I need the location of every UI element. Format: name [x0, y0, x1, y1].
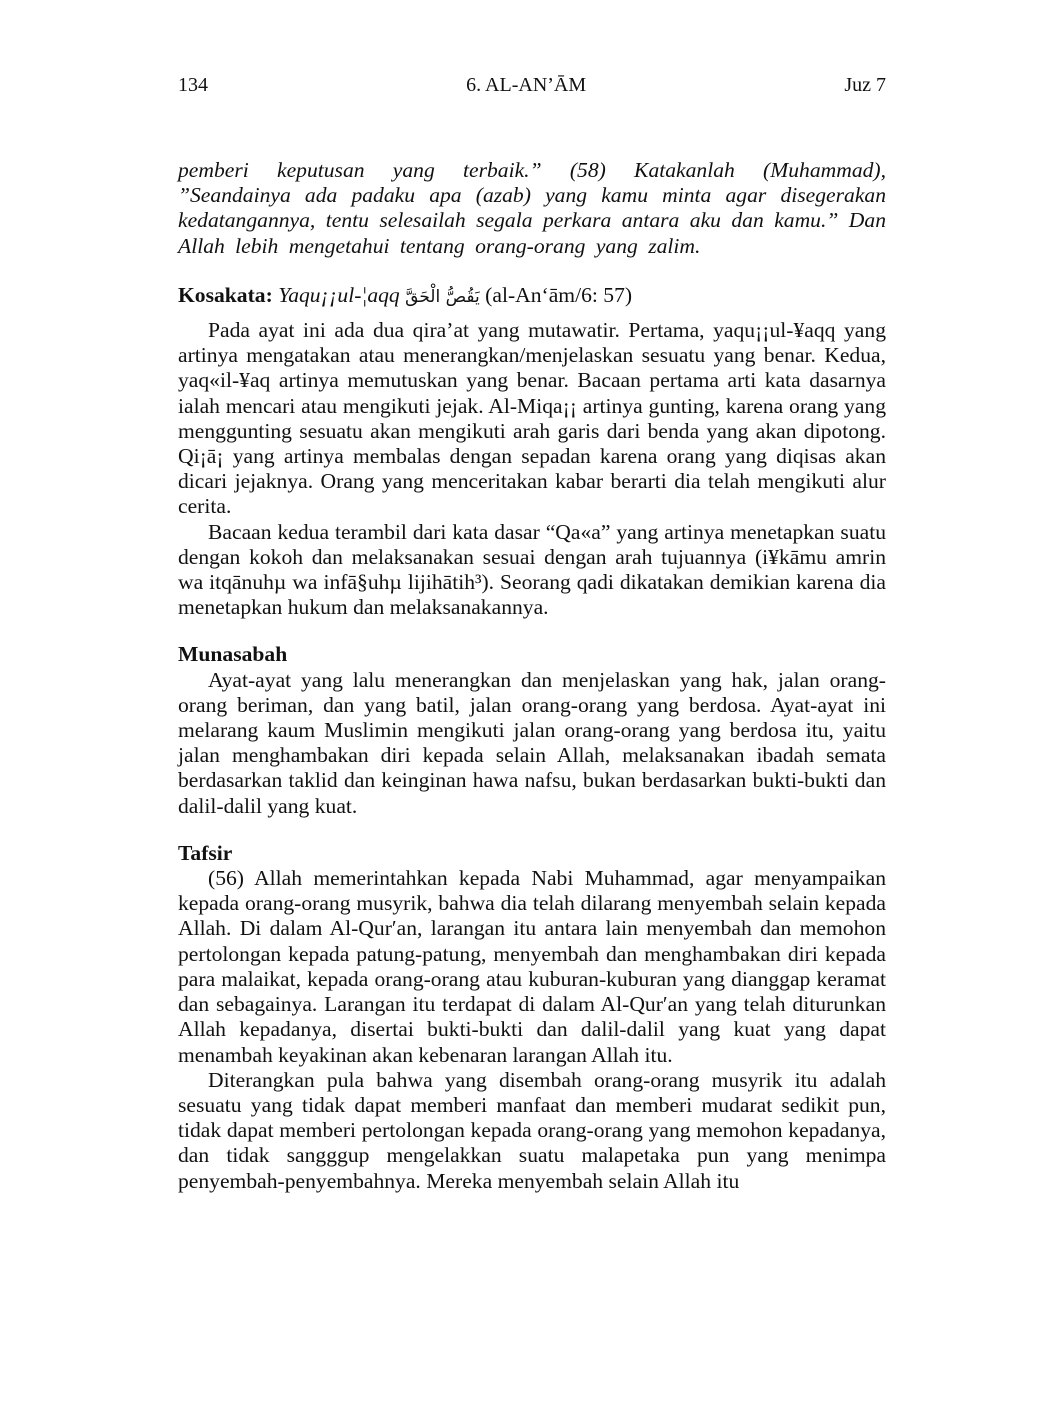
page-number: 134 — [178, 74, 208, 96]
running-header — [178, 74, 886, 97]
kosakata-arabic: يَقُصُّ الْحَقَّ — [405, 286, 480, 307]
paragraph: Diterangkan pula bahwa yang disembah orang-orang musyrik itu adalah sesuatu yang tidak dapat memberi manfaat dan memberi mudarat sedikit pun, tidak dapat memberi pertolongan kepada orang-orang yang memohon kepadanya, dan tidak sangggup mengelakkan suatu malapetaka pun yang menimpa penyembah-penyembahnya. Mereka menyembah selain Allah itu — [178, 1067, 886, 1193]
chapter-title: 6. AL-AN’ĀM — [466, 74, 587, 96]
section-heading-munasabah: Munasabah — [178, 642, 288, 667]
kosakata-term: Yaqu¡¡ul-¦aqq — [278, 282, 400, 307]
paragraph: (56) Allah memerintahkan kepada Nabi Muhammad, agar menyampaikan kepada orang-orang musyrik, bahwa dia telah dilarang menyembah selain kepada Allah. Di dalam Al-Qur′an, larangan itu antara lain menyembah dan memohon pertolongan kepada patung-patung, menyembah dan menghambakan diri kepada para malaikat, kepada orang-orang atau kuburan-kuburan yang dianggap keramat dan sebagainya. Larangan itu terdapat di dalam Al-Qur′an yang telah diturunkan Allah kepadanya, disertai bukti-bukti dan dalil-dalil yang kuat yang dapat menambah keyakinan akan kebenaran larangan Allah itu. — [178, 866, 886, 1067]
kosakata-line — [178, 283, 886, 310]
page-body — [178, 158, 886, 1194]
paragraph: Ayat-ayat yang lalu menerangkan dan menjelaskan yang hak, jalan orang-orang beriman, dan yang batil, jalan orang-orang yang berdosa. Ayat-ayat ini melarang kaum Muslimin mengikuti jalan orang-orang yang berdosa itu, yaitu jalan menghambakan diri kepada selain Allah, melaksanakan ibadah semata berdasarkan taklid dan keinginan hawa nafsu, bukan berdasarkan bukti-bukti dan dalil-dalil yang kuat. — [178, 667, 886, 818]
section-heading-tafsir: Tafsir — [178, 840, 233, 865]
kosakata-ref: (al-An‘ām/6: 57) — [485, 282, 633, 307]
juz-label: Juz 7 — [844, 74, 886, 96]
paragraph: Bacaan kedua terambil dari kata dasar “Qa«a” yang artinya menetapkan suatu dengan kokoh dan melaksanakan sesuai dengan arah tujuannya (i¥kāmu amrin wa itqānuhµ wa infā§uhµ lijihātih³). Seorang qadi dikatakan demikian karena dia menetapkan hukum dan melaksanakannya. — [178, 519, 886, 620]
translation-text: pemberi keputusan yang terbaik.” (58) Katakanlah (Muhammad), ”Seandainya ada padaku apa (azab) yang kamu minta agar disegerakan kedatangannya, tentu selesailah segala perkara antara aku dan kamu.” Dan Allah lebih mengetahui tentang orang-orang yang zalim. — [178, 158, 886, 258]
paragraph: Pada ayat ini ada dua qira’at yang mutawatir. Pertama, yaqu¡¡ul-¥aqq yang artinya mengatakan atau menerangkan/menjelaskan sesuatu yang benar. Kedua, yaq«il-¥aq artinya memutuskan yang benar. Bacaan pertama arti kata dasarnya ialah mencari atau mengikuti jejak. Al-Miqa¡¡ artinya gunting, karena orang yang menggunting sesuatu akan mengikuti arah garis dari benda yang akan dipotong. Qi¡ā¡ yang artinya membalas dengan sepadan karena orang yang diqisas akan dicari jejaknya. Orang yang menceritakan kabar berarti dia telah mengikuti alur cerita. — [178, 318, 886, 519]
kosakata-label: Kosakata: — [178, 282, 273, 307]
